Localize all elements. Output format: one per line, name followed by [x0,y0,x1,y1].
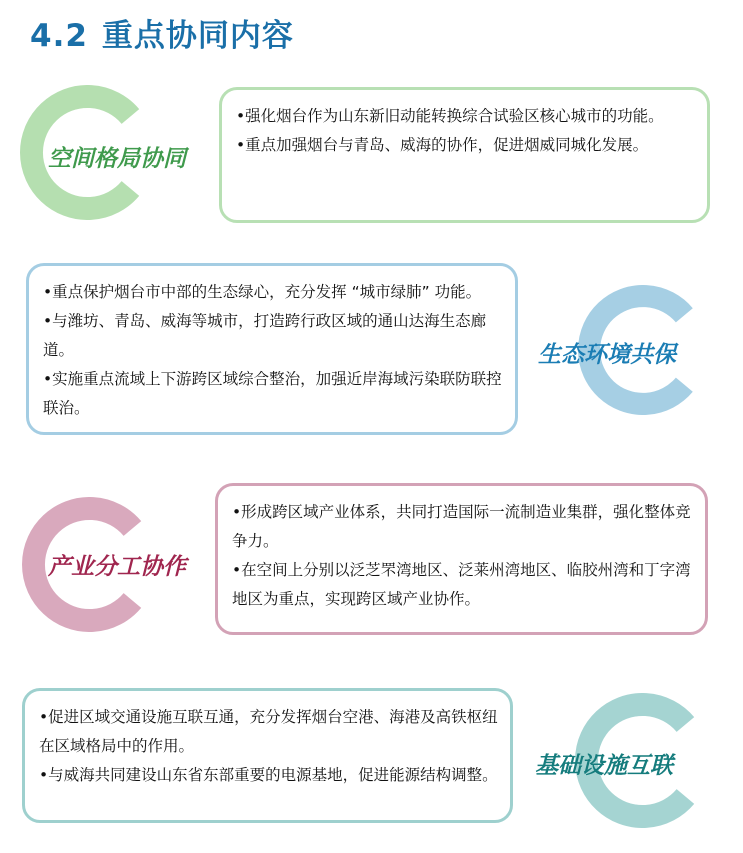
section-title: 重点协同内容 [101,18,294,54]
section-number: 4.2 [30,18,88,54]
content-box [22,688,513,823]
page-title [30,10,294,55]
content-box [26,263,518,435]
bullet-item: • 重点保护烟台市中部的生态绿心，充分发挥 “城市绿肺” 功能。 [43,278,503,307]
bullet-item: • 重点加强烟台与青岛、威海的协作，促进烟威同城化发展。 [236,131,695,160]
content-box [215,483,708,635]
bullet-item: • 促进区域交通设施互联互通，充分发挥烟台空港、海港及高铁枢纽在区域格局中的作用。 [39,703,498,761]
section-label: 生态环境共保 [538,342,676,368]
bullet-item: • 形成跨区域产业体系，共同打造国际一流制造业集群，强化整体竞争力。 [232,498,693,556]
content-box [219,87,710,223]
section-label: 空间格局协同 [48,146,186,172]
bullet-item: • 实施重点流域上下游跨区域综合整治，加强近岸海域污染联防联控联治。 [43,365,503,423]
bullet-item: • 与潍坊、青岛、威海等城市，打造跨行政区域的通山达海生态廊道。 [43,307,503,365]
bullet-item: • 与威海共同建设山东省东部重要的电源基地，促进能源结构调整。 [39,761,498,790]
section-label: 基础设施互联 [535,753,673,779]
bullet-item: • 强化烟台作为山东新旧动能转换综合试验区核心城市的功能。 [236,102,695,131]
bullet-item: • 在空间上分别以泛芝罘湾地区、泛莱州湾地区、临胶州湾和丁字湾地区为重点，实现跨区域产业协作。 [232,556,693,614]
section-label: 产业分工协作 [48,554,186,580]
